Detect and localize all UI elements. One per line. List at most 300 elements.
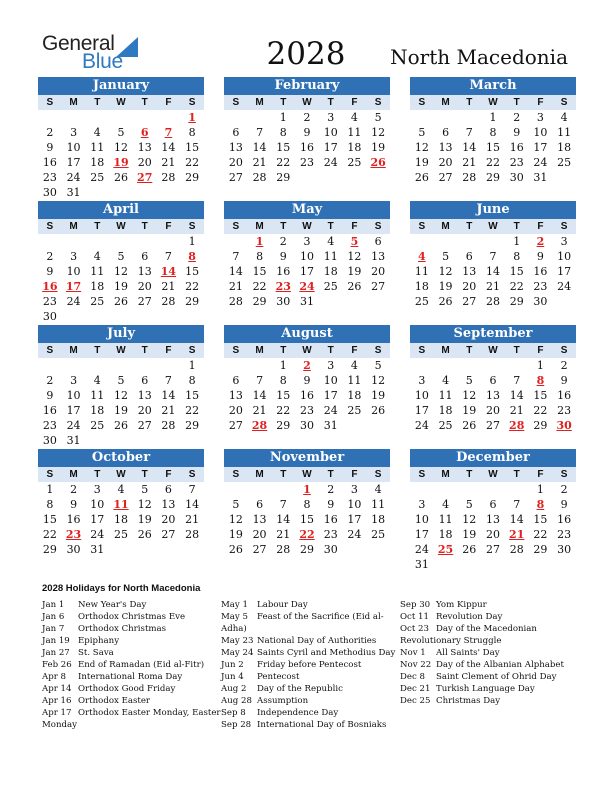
day-cell: 26 <box>137 528 152 541</box>
holiday-date: May 24 <box>221 648 254 658</box>
day-cell: 2 <box>46 374 54 387</box>
day-cell: 28 <box>161 295 176 308</box>
holiday-row <box>221 719 395 731</box>
day-cell: 13 <box>438 141 453 154</box>
holiday-day-cell: 19 <box>113 156 129 169</box>
holiday-name: Day of the Macedonian <box>436 624 537 634</box>
weekday-header: T <box>319 95 343 110</box>
day-cell: 5 <box>374 359 382 372</box>
holiday-name: Revolution Day <box>436 612 503 622</box>
day-cell: 12 <box>113 265 128 278</box>
day-cell: 13 <box>252 513 267 526</box>
weekday-header: M <box>248 467 272 482</box>
empty-cell <box>38 234 62 249</box>
weekday-header: S <box>552 467 576 482</box>
holiday-row <box>221 611 395 623</box>
day-cell: 19 <box>137 513 152 526</box>
day-cell: 10 <box>323 374 338 387</box>
day-cell: 7 <box>256 126 264 139</box>
day-cell: 26 <box>462 543 477 556</box>
holiday-day-cell: 1 <box>303 483 311 496</box>
day-cell: 11 <box>347 374 362 387</box>
day-cell: 15 <box>276 389 291 402</box>
weekday-header: T <box>133 467 157 482</box>
day-cell: 10 <box>90 498 105 511</box>
day-cell: 1 <box>188 359 196 372</box>
day-cell: 13 <box>137 265 152 278</box>
holiday-date: Sep 8 <box>221 708 246 718</box>
weekday-header: F <box>343 95 367 110</box>
holidays-title: 2028 Holidays for North Macedonia <box>42 583 201 594</box>
day-cell: 16 <box>323 513 338 526</box>
holiday-row <box>42 683 221 695</box>
empty-cell <box>133 358 157 373</box>
day-cell: 20 <box>228 156 243 169</box>
empty-cell <box>224 482 248 497</box>
day-cell: 22 <box>185 280 200 293</box>
day-cell: 19 <box>462 404 477 417</box>
day-cell: 28 <box>161 419 176 432</box>
holiday-name: International Roma Day <box>78 672 183 682</box>
holiday-date: Apr 14 <box>42 684 72 694</box>
day-cell: 19 <box>371 389 386 402</box>
holiday-row <box>42 659 221 671</box>
day-cell: 26 <box>113 419 128 432</box>
empty-cell <box>434 110 458 125</box>
weekday-header: T <box>457 343 481 358</box>
day-cell: 12 <box>347 250 362 263</box>
weekday-header: W <box>109 95 133 110</box>
day-cell: 17 <box>414 404 429 417</box>
day-cell: 18 <box>438 528 453 541</box>
day-cell: 25 <box>557 156 572 169</box>
day-cell: 9 <box>46 265 54 278</box>
holiday-day-cell: 27 <box>137 171 153 184</box>
day-cell: 8 <box>279 126 287 139</box>
empty-cell <box>434 358 458 373</box>
day-cell: 4 <box>117 483 125 496</box>
weekday-header: S <box>366 95 390 110</box>
day-cell: 31 <box>323 419 338 432</box>
day-cell: 5 <box>141 483 149 496</box>
holidays-column <box>400 599 564 707</box>
day-cell: 4 <box>350 111 358 124</box>
day-cell: 27 <box>485 419 500 432</box>
logo-blue-text: Blue <box>82 50 123 73</box>
holiday-name: Feast of the Sacrifice (Eid al- <box>257 612 384 622</box>
holiday-name: Yom Kippur <box>436 600 487 610</box>
day-cell: 29 <box>533 419 548 432</box>
weekday-header: S <box>180 467 204 482</box>
empty-cell <box>157 110 181 125</box>
holiday-name: All Saints' Day <box>436 648 500 658</box>
day-cell: 9 <box>560 498 568 511</box>
day-cell: 31 <box>66 434 81 447</box>
day-cell: 19 <box>414 156 429 169</box>
weekday-header: M <box>248 219 272 234</box>
weekday-header: T <box>85 95 109 110</box>
day-cell: 3 <box>327 359 335 372</box>
day-cell: 10 <box>414 389 429 402</box>
day-cell: 10 <box>533 126 548 139</box>
day-cell: 22 <box>185 156 200 169</box>
day-cell: 23 <box>299 404 314 417</box>
weekday-header: T <box>85 219 109 234</box>
day-cell: 6 <box>164 483 172 496</box>
day-cell: 16 <box>509 141 524 154</box>
day-cell: 13 <box>462 265 477 278</box>
holiday-day-cell: 23 <box>65 528 82 541</box>
holiday-name: National Day of Authorities <box>257 636 377 646</box>
day-cell: 4 <box>560 111 568 124</box>
day-cell: 1 <box>489 111 497 124</box>
holiday-name: Pentecost <box>257 672 300 682</box>
weekday-header: T <box>271 95 295 110</box>
day-cell: 20 <box>161 513 176 526</box>
month-name: October <box>38 449 204 467</box>
day-cell: 1 <box>536 359 544 372</box>
day-cell: 23 <box>299 156 314 169</box>
day-cell: 8 <box>188 126 196 139</box>
day-cell: 3 <box>70 374 78 387</box>
day-cell: 16 <box>299 141 314 154</box>
day-cell: 14 <box>252 389 267 402</box>
day-cell: 17 <box>66 156 81 169</box>
day-cell: 12 <box>113 141 128 154</box>
day-cell: 3 <box>70 126 78 139</box>
holiday-date: Apr 17 <box>42 708 72 718</box>
day-cell: 12 <box>228 513 243 526</box>
day-cell: 20 <box>371 265 386 278</box>
day-cell: 27 <box>228 419 243 432</box>
month-name: January <box>38 77 204 95</box>
weekday-header: M <box>62 219 86 234</box>
day-cell: 12 <box>137 498 152 511</box>
holiday-day-cell: 30 <box>556 419 572 432</box>
day-cell: 3 <box>93 483 101 496</box>
day-cell: 16 <box>557 389 572 402</box>
holiday-date: May 23 <box>221 636 254 646</box>
day-cell: 26 <box>371 404 386 417</box>
holiday-row <box>42 623 221 635</box>
weekday-header: S <box>410 343 434 358</box>
day-cell: 14 <box>185 498 200 511</box>
day-cell: 13 <box>161 498 176 511</box>
holiday-row <box>221 635 395 647</box>
holiday-row <box>42 635 221 647</box>
holiday-day-cell: 23 <box>275 280 291 293</box>
weekday-header: S <box>410 467 434 482</box>
empty-cell <box>410 358 434 373</box>
day-cell: 26 <box>347 280 362 293</box>
weekday-header: T <box>271 467 295 482</box>
day-cell: 31 <box>66 186 81 199</box>
day-cell: 14 <box>252 141 267 154</box>
day-cell: 17 <box>414 528 429 541</box>
day-cell: 25 <box>414 295 429 308</box>
holiday-row <box>400 671 564 683</box>
day-cell: 11 <box>557 126 572 139</box>
weekday-header: F <box>157 343 181 358</box>
day-cell: 9 <box>327 498 335 511</box>
day-cell: 4 <box>350 359 358 372</box>
day-cell: 19 <box>113 280 128 293</box>
day-cell: 26 <box>113 295 128 308</box>
day-cell: 29 <box>42 543 57 556</box>
holiday-row <box>42 647 221 659</box>
day-cell: 5 <box>117 250 125 263</box>
day-cell: 29 <box>185 171 200 184</box>
day-cell: 28 <box>185 528 200 541</box>
day-cell: 22 <box>276 156 291 169</box>
holiday-name: Orthodox Easter Monday, Easter <box>78 708 221 718</box>
day-cell: 6 <box>489 498 497 511</box>
day-cell: 8 <box>279 374 287 387</box>
holiday-day-cell: 17 <box>65 280 82 293</box>
holiday-name: Christmas Day <box>436 696 501 706</box>
day-cell: 7 <box>513 374 521 387</box>
day-cell: 11 <box>347 126 362 139</box>
day-cell: 17 <box>299 265 314 278</box>
day-cell: 13 <box>371 250 386 263</box>
day-cell: 5 <box>465 498 473 511</box>
month-april <box>38 201 204 324</box>
day-cell: 19 <box>371 141 386 154</box>
day-cell: 22 <box>485 156 500 169</box>
day-cell: 1 <box>279 359 287 372</box>
holiday-date: Nov 1 <box>400 648 426 658</box>
holiday-day-cell: 25 <box>437 543 454 556</box>
weekday-header: T <box>85 467 109 482</box>
day-cell: 29 <box>185 295 200 308</box>
empty-cell <box>224 358 248 373</box>
month-name: July <box>38 325 204 343</box>
day-cell: 24 <box>414 419 429 432</box>
weekday-header: W <box>481 95 505 110</box>
day-cell: 28 <box>509 543 524 556</box>
day-cell: 28 <box>485 295 500 308</box>
day-cell: 24 <box>347 528 362 541</box>
holiday-day-cell: 4 <box>418 250 426 263</box>
day-cell: 7 <box>188 483 196 496</box>
holiday-row <box>42 611 221 623</box>
weekday-header: M <box>248 343 272 358</box>
weekday-header: M <box>434 95 458 110</box>
day-cell: 12 <box>113 389 128 402</box>
day-cell: 23 <box>557 528 572 541</box>
day-cell: 27 <box>252 543 267 556</box>
empty-cell <box>85 110 109 125</box>
day-cell: 7 <box>232 250 240 263</box>
country-title: North Macedonia <box>390 45 568 69</box>
empty-cell <box>133 110 157 125</box>
day-cell: 13 <box>137 389 152 402</box>
empty-cell <box>271 482 295 497</box>
day-cell: 24 <box>66 295 81 308</box>
day-cell: 22 <box>533 528 548 541</box>
weekday-header: M <box>248 95 272 110</box>
holiday-date: Jan 1 <box>42 600 65 610</box>
holiday-name: Adha) <box>221 624 247 634</box>
day-cell: 12 <box>438 265 453 278</box>
day-cell: 27 <box>371 280 386 293</box>
day-cell: 28 <box>462 171 477 184</box>
day-cell: 3 <box>303 235 311 248</box>
holiday-date: Jan 27 <box>42 648 70 658</box>
weekday-header: S <box>180 343 204 358</box>
day-cell: 15 <box>485 141 500 154</box>
holiday-row <box>221 659 395 671</box>
holiday-name: Assumption <box>257 696 309 706</box>
weekday-header: F <box>529 219 553 234</box>
day-cell: 20 <box>462 280 477 293</box>
day-cell: 27 <box>228 171 243 184</box>
day-cell: 27 <box>137 295 152 308</box>
day-cell: 7 <box>279 498 287 511</box>
holiday-name: Saints Cyril and Methodius Day <box>257 648 396 658</box>
holiday-day-cell: 28 <box>251 419 268 432</box>
day-cell: 9 <box>279 250 287 263</box>
weekday-header: S <box>410 219 434 234</box>
holiday-name: Epiphany <box>78 636 120 646</box>
day-cell: 12 <box>371 126 386 139</box>
holiday-name: Monday <box>42 720 77 730</box>
day-cell: 3 <box>560 235 568 248</box>
day-cell: 5 <box>442 250 450 263</box>
weekday-header: S <box>224 343 248 358</box>
weekday-header: T <box>505 219 529 234</box>
weekday-header: S <box>410 95 434 110</box>
weekday-header: F <box>529 343 553 358</box>
holiday-row <box>400 635 564 647</box>
empty-cell <box>505 358 529 373</box>
day-cell: 12 <box>462 513 477 526</box>
day-cell: 31 <box>533 171 548 184</box>
day-cell: 17 <box>323 141 338 154</box>
day-cell: 4 <box>93 126 101 139</box>
day-cell: 18 <box>90 404 105 417</box>
day-cell: 2 <box>327 483 335 496</box>
day-cell: 6 <box>256 498 264 511</box>
month-october <box>38 449 204 557</box>
month-name: June <box>410 201 576 219</box>
weekday-header: W <box>295 95 319 110</box>
holiday-row <box>221 671 395 683</box>
month-name: September <box>410 325 576 343</box>
day-cell: 26 <box>414 171 429 184</box>
holiday-date: Nov 22 <box>400 660 432 670</box>
day-cell: 23 <box>42 171 57 184</box>
holiday-date: Oct 11 <box>400 612 429 622</box>
day-cell: 29 <box>185 419 200 432</box>
weekday-header: S <box>224 467 248 482</box>
empty-cell <box>109 110 133 125</box>
month-march <box>410 77 576 185</box>
holiday-name: Orthodox Christmas Eve <box>78 612 186 622</box>
day-cell: 5 <box>117 126 125 139</box>
day-cell: 30 <box>509 171 524 184</box>
holiday-date: Feb 26 <box>42 660 72 670</box>
weekday-header: S <box>38 219 62 234</box>
day-cell: 2 <box>513 111 521 124</box>
day-cell: 22 <box>42 528 57 541</box>
day-cell: 2 <box>70 483 78 496</box>
day-cell: 16 <box>42 404 57 417</box>
day-cell: 10 <box>323 126 338 139</box>
day-cell: 20 <box>252 528 267 541</box>
holiday-row <box>400 647 564 659</box>
weekday-header: S <box>552 219 576 234</box>
day-cell: 16 <box>276 265 291 278</box>
day-cell: 14 <box>276 513 291 526</box>
day-cell: 6 <box>141 374 149 387</box>
holiday-row <box>42 671 221 683</box>
weekday-header: S <box>38 343 62 358</box>
month-name: February <box>224 77 390 95</box>
weekday-header: T <box>319 343 343 358</box>
day-cell: 7 <box>465 126 473 139</box>
day-cell: 28 <box>276 543 291 556</box>
day-cell: 11 <box>90 141 105 154</box>
holiday-day-cell: 7 <box>164 126 173 139</box>
weekday-header: S <box>552 343 576 358</box>
holiday-date: Jun 4 <box>221 672 244 682</box>
day-cell: 18 <box>113 513 128 526</box>
month-name: August <box>224 325 390 343</box>
holiday-row <box>221 683 395 695</box>
weekday-header: W <box>481 343 505 358</box>
weekday-header: S <box>180 95 204 110</box>
day-cell: 9 <box>303 126 311 139</box>
month-may <box>224 201 390 309</box>
day-cell: 15 <box>533 389 548 402</box>
day-cell: 14 <box>462 141 477 154</box>
day-cell: 30 <box>276 295 291 308</box>
day-cell: 25 <box>347 156 362 169</box>
empty-cell <box>410 482 434 497</box>
day-cell: 6 <box>442 126 450 139</box>
day-cell: 10 <box>347 498 362 511</box>
weekday-header: F <box>529 467 553 482</box>
holiday-day-cell: 6 <box>140 126 149 139</box>
day-cell: 11 <box>90 265 105 278</box>
weekday-header: S <box>224 95 248 110</box>
weekday-header: T <box>271 343 295 358</box>
weekday-header: S <box>552 95 576 110</box>
empty-cell <box>434 482 458 497</box>
day-cell: 6 <box>232 126 240 139</box>
empty-cell <box>457 482 481 497</box>
holiday-name: Day of the Albanian Alphabet <box>436 660 564 670</box>
day-cell: 17 <box>557 265 572 278</box>
day-cell: 24 <box>66 171 81 184</box>
empty-cell <box>481 234 505 249</box>
holiday-day-cell: 8 <box>188 250 196 263</box>
day-cell: 29 <box>299 543 314 556</box>
day-cell: 9 <box>513 126 521 139</box>
holiday-day-cell: 11 <box>113 498 129 511</box>
day-cell: 29 <box>533 543 548 556</box>
day-cell: 23 <box>42 295 57 308</box>
day-cell: 28 <box>161 171 176 184</box>
empty-cell <box>109 358 133 373</box>
day-cell: 17 <box>90 513 105 526</box>
month-november <box>224 449 390 557</box>
weekday-header: T <box>271 219 295 234</box>
logo-general-text: General <box>42 32 115 55</box>
weekday-header: F <box>529 95 553 110</box>
day-cell: 17 <box>533 141 548 154</box>
